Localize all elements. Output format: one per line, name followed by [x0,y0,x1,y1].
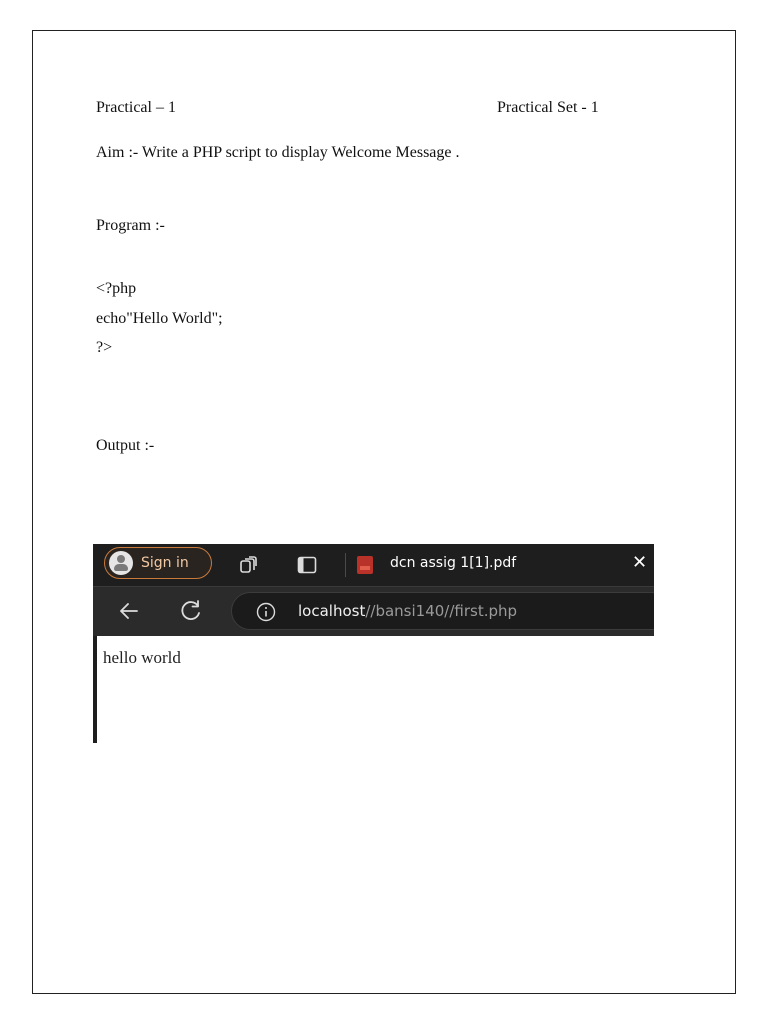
code-line-3: ?> [96,339,113,356]
tab-title[interactable]: dcn assig 1[1].pdf [390,555,517,571]
url-path: //bansi140//first.php [365,602,518,620]
program-label: Program :- [96,217,165,234]
browser-viewport [93,636,654,743]
code-line-1: <?php [96,280,137,297]
output-label: Output :- [96,437,155,454]
workspaces-icon[interactable] [239,555,259,575]
url-host: localhost [298,602,366,620]
address-bar [93,586,654,636]
aim-text: Aim :- Write a PHP script to display Welcome Message . [96,144,460,161]
page-border [32,30,736,994]
practical-number: Practical – 1 [96,99,176,116]
refresh-icon[interactable] [179,598,203,624]
viewport-edge [93,636,97,743]
info-icon[interactable] [256,602,276,622]
user-icon [109,551,133,575]
pdf-icon [357,556,373,574]
url-text [298,602,517,620]
browser-screenshot [93,544,654,743]
tabs-icon[interactable] [297,556,317,574]
url-field[interactable] [231,592,654,630]
sign-in-label: Sign in [141,555,189,571]
page-output-text: hello world [103,648,181,667]
close-icon[interactable]: ✕ [632,552,648,573]
code-line-2: echo"Hello World"; [96,310,223,327]
tab-separator [345,553,346,577]
browser-tab-bar [93,544,654,586]
practical-set: Practical Set - 1 [497,99,599,116]
sign-in-button[interactable] [104,547,212,579]
back-icon[interactable] [117,599,141,623]
